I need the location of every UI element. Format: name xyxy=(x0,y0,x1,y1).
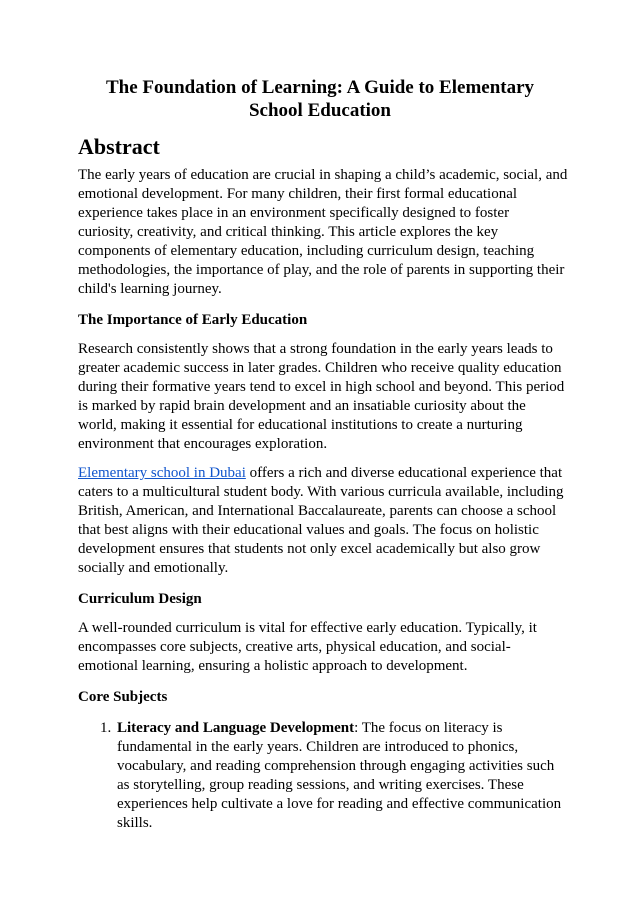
list-item xyxy=(115,719,568,833)
abstract-paragraph: The early years of education are crucial in shaping a child’s academic, social, and emotional development. For many children, their first formal educational experience takes place in an environment specifically designed to foster curiosity, creativity, and critical thinking. This article explores the key components of elementary education, including curriculum design, teaching methodologies, the importance of play, and the role of parents in supporting their child's learning journey. xyxy=(78,167,568,297)
importance-paragraph-1: Research consistently shows that a strong foundation in the early years leads to greater academic success in later grades. Children who receive quality education during their formative years tend to excel in high school and beyond. This period is marked by rapid brain development and an insatiable curiosity about the world, making it essential for educational institutions to create a nurturing environment that encourages exploration. xyxy=(78,341,565,452)
importance-heading: The Importance of Early Education xyxy=(78,312,308,328)
core-subjects-list xyxy=(78,719,568,833)
list-item-term: Literacy and Language Development xyxy=(117,720,355,736)
document-page xyxy=(78,76,568,833)
abstract-heading: Abstract xyxy=(78,134,160,159)
curriculum-paragraph: A well-rounded curriculum is vital for effective early education. Typically, it encompasses core subjects, creative arts, physical education, and social-emotional learning, ensuring a holistic approach to development. xyxy=(78,620,537,674)
importance-paragraph-2 xyxy=(78,464,568,578)
core-subjects-heading: Core Subjects xyxy=(78,689,168,705)
importance-paragraph-2-text: offers a rich and diverse educational experience that caters to a multicultural student body. With various curricula available, including British, American, and International Baccalaureate, parents can choose a school that best aligns with their educational values and goals. The focus on holistic development ensures that students not only excel academically but also grow socially and emotionally. xyxy=(78,465,564,576)
document-title: The Foundation of Learning: A Guide to Elementary School Education xyxy=(105,77,535,121)
curriculum-heading: Curriculum Design xyxy=(78,591,202,607)
elementary-school-dubai-link[interactable]: Elementary school in Dubai xyxy=(78,465,246,481)
list-item-text: : The focus on literacy is fundamental in the early years. Children are introduced to phonics, vocabulary, and reading comprehension through engaging activities such as storytelling, group reading sessions, and writing exercises. These experiences help cultivate a love for reading and effective communication skills. xyxy=(117,720,562,831)
